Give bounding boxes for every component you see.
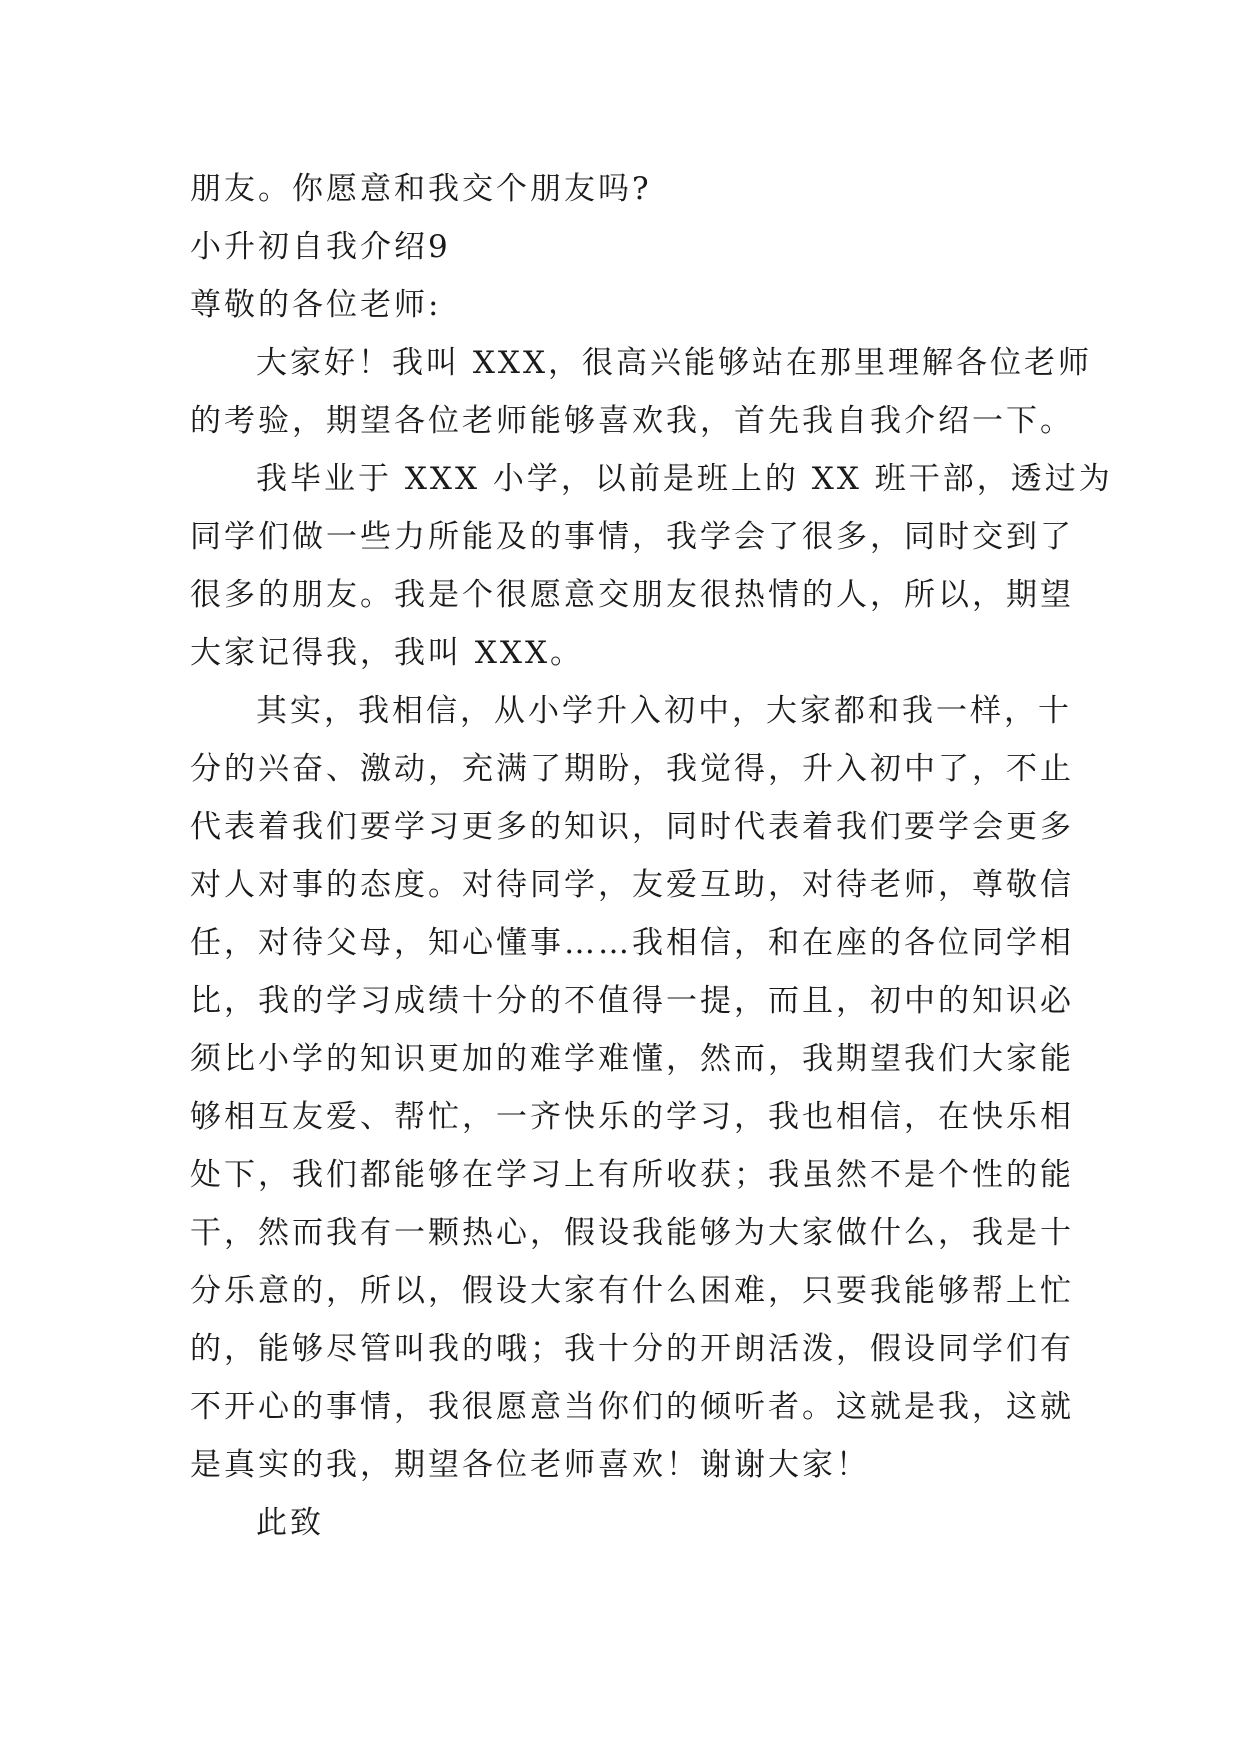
text-line: 其实，我相信，从小学升入初中，大家都和我一样，十 xyxy=(256,693,1072,729)
text-line: 不开心的事情，我很愿意当你们的倾听者。这就是我，这就 xyxy=(190,1389,1074,1425)
text-line: 同学们做一些力所能及的事情，我学会了很多，同时交到了 xyxy=(190,519,1074,555)
text-line: 很多的朋友。我是个很愿意交朋友很热情的人，所以，期望 xyxy=(190,577,1074,613)
text-line: 的，能够尽管叫我的哦；我十分的开朗活泼，假设同学们有 xyxy=(190,1331,1074,1367)
text-line: 是真实的我，期望各位老师喜欢！谢谢大家！ xyxy=(190,1447,870,1483)
closing: 此致 xyxy=(256,1505,324,1541)
paragraph-main xyxy=(190,682,1074,1494)
paragraph-background xyxy=(190,450,1113,682)
paragraph-greeting xyxy=(190,334,1093,450)
text-line: 分乐意的，所以，假设大家有什么困难，只要我能够帮上忙 xyxy=(190,1273,1074,1309)
text-line: 处下，我们都能够在学习上有所收获；我虽然不是个性的能 xyxy=(190,1157,1074,1193)
text-line: 大家记得我，我叫 XXX。 xyxy=(190,635,585,671)
text-line: 大家好！我叫 XXX，很高兴能够站在那里理解各位老师 xyxy=(256,345,1093,381)
salutation: 尊敬的各位老师: xyxy=(190,287,442,323)
text-line: 够相互友爱、帮忙，一齐快乐的学习，我也相信，在快乐相 xyxy=(190,1099,1074,1135)
text-line: 比，我的学习成绩十分的不值得一提，而且，初中的知识必 xyxy=(190,983,1074,1019)
text-line: 须比小学的知识更加的难学难懂，然而，我期望我们大家能 xyxy=(190,1041,1074,1077)
text-line: 对人对事的态度。对待同学，友爱互助，对待老师，尊敬信 xyxy=(190,867,1074,903)
section-heading: 小升初自我介绍9 xyxy=(190,229,451,265)
text-line: 的考验，期望各位老师能够喜欢我，首先我自我介绍一下。 xyxy=(190,403,1074,439)
document-body xyxy=(190,160,1113,1552)
text-line: 朋友。你愿意和我交个朋友吗? xyxy=(190,171,652,207)
text-line: 我毕业于 XXX 小学，以前是班上的 XX 班干部，透过为 xyxy=(256,461,1113,497)
text-line: 分的兴奋、激动，充满了期盼，我觉得，升入初中了，不止 xyxy=(190,751,1074,787)
text-line: 干，然而我有一颗热心，假设我能够为大家做什么，我是十 xyxy=(190,1215,1074,1251)
text-line: 任，对待父母，知心懂事……我相信，和在座的各位同学相 xyxy=(190,925,1074,961)
text-line: 代表着我们要学习更多的知识，同时代表着我们要学会更多 xyxy=(190,809,1074,845)
